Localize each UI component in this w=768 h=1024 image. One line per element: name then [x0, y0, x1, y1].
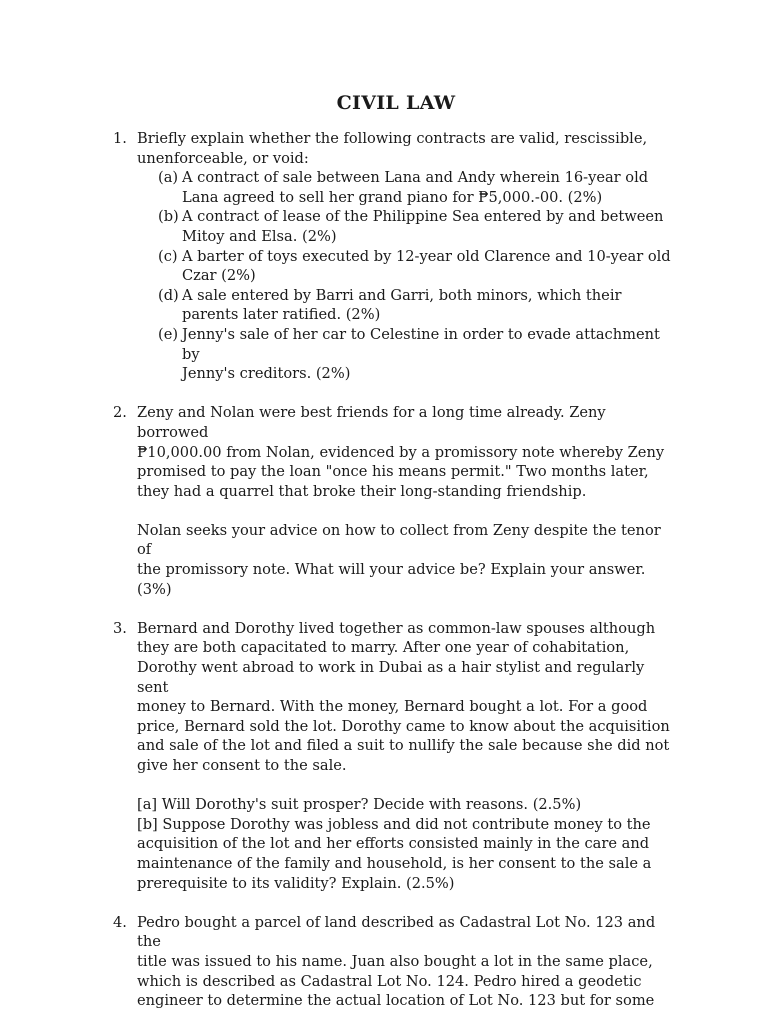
question-4 — [113, 913, 673, 1011]
sub-question-text: A sale entered by Barri and Garri, both minors, which their parents later ratified. (2%) — [182, 286, 622, 324]
question-list — [113, 129, 673, 1011]
sub-question-label: (a) — [158, 169, 179, 187]
question-text: Zeny and Nolan were best friends for a long time already. Zeny borrowed ₱10,000.00 from Nolan, evidenced by a promissory note whereby Zeny promised to pay the loan "once his means permit." Two months later, they had a quarrel that broke their long-standing friendship. — [137, 404, 665, 500]
sub-question-text: A contract of sale between Lana and Andy wherein 16-year old Lana agreed to sell her grand piano for ₱5,000.-00. (2%) — [182, 169, 649, 206]
question-number: 2. — [113, 404, 127, 422]
question-number: 4. — [113, 913, 127, 931]
spacer — [137, 776, 673, 796]
sub-question-label: (b) — [158, 208, 179, 226]
sub-question-text: A contract of lease of the Philippine Sea entered by and between Mitoy and Elsa. (2%) — [182, 208, 664, 245]
question-number: 1. — [113, 130, 127, 147]
spacer — [113, 599, 673, 619]
sub-question-label: (e) — [158, 325, 179, 343]
question-1 — [113, 129, 673, 384]
question-text: Briefly explain whether the following contracts are valid, rescissible, unenforceable, or void: — [137, 130, 648, 167]
question-text: Pedro bought a parcel of land described as Cadastral Lot No. 123 and the title was issued to his name. Juan also bought a lot in the same place, which is described as Cadastral Lot No. 124. Pedro hired a geodetic engineer to determine the actual location of Lot No. 123 but for some — [137, 913, 656, 1010]
page-title: CIVIL LAW — [336, 92, 456, 114]
spacer — [113, 384, 673, 404]
sub-question-a — [137, 168, 673, 207]
sub-question-c — [137, 247, 673, 286]
sub-question-text: A barter of toys executed by 12-year old Clarence and 10-year old Czar (2%) — [182, 247, 671, 285]
question-paragraph: Nolan seeks your advice on how to collect from Zeny despite the tenor of the promissory note. What will your advice be? Explain your answer. (3%) — [137, 521, 661, 598]
sub-question-e — [137, 325, 673, 384]
spacer — [137, 501, 673, 521]
question-3 — [113, 619, 673, 893]
question-paragraph: [a] Will Dorothy's suit prosper? Decide with reasons. (2.5%) [b] Suppose Dorothy was jobless and did not contribute money to the acquisition of the lot and her efforts consisted mainly in the care and maintenance of the family and household, is her consent to the sale a prerequisite to its validity? Explain. (2.5%) — [137, 796, 652, 892]
question-2 — [113, 403, 673, 599]
sub-question-d — [137, 286, 673, 325]
question-text: Bernard and Dorothy lived together as common-law spouses although they are both capacitated to marry. After one year of cohabitation, Dorothy went abroad to work in Dubai as a hair stylist and regularly sent money to Bernard. With the money, Bernard bought a lot. For a good price, Bernard sold the lot. Dorothy came to know about the acquisition and sale of the lot and filed a suit to nullify the sale because she did not give her consent to the sale. — [137, 619, 670, 774]
sub-question-b — [137, 207, 673, 246]
sub-question-text: Jenny's sale of her car to Celestine in order to evade attachment by Jenny's creditors. (2%) — [182, 325, 660, 383]
spacer — [113, 893, 673, 913]
sub-question-label: (c) — [158, 247, 178, 265]
sub-question-label: (d) — [158, 286, 179, 304]
question-number: 3. — [113, 619, 127, 637]
